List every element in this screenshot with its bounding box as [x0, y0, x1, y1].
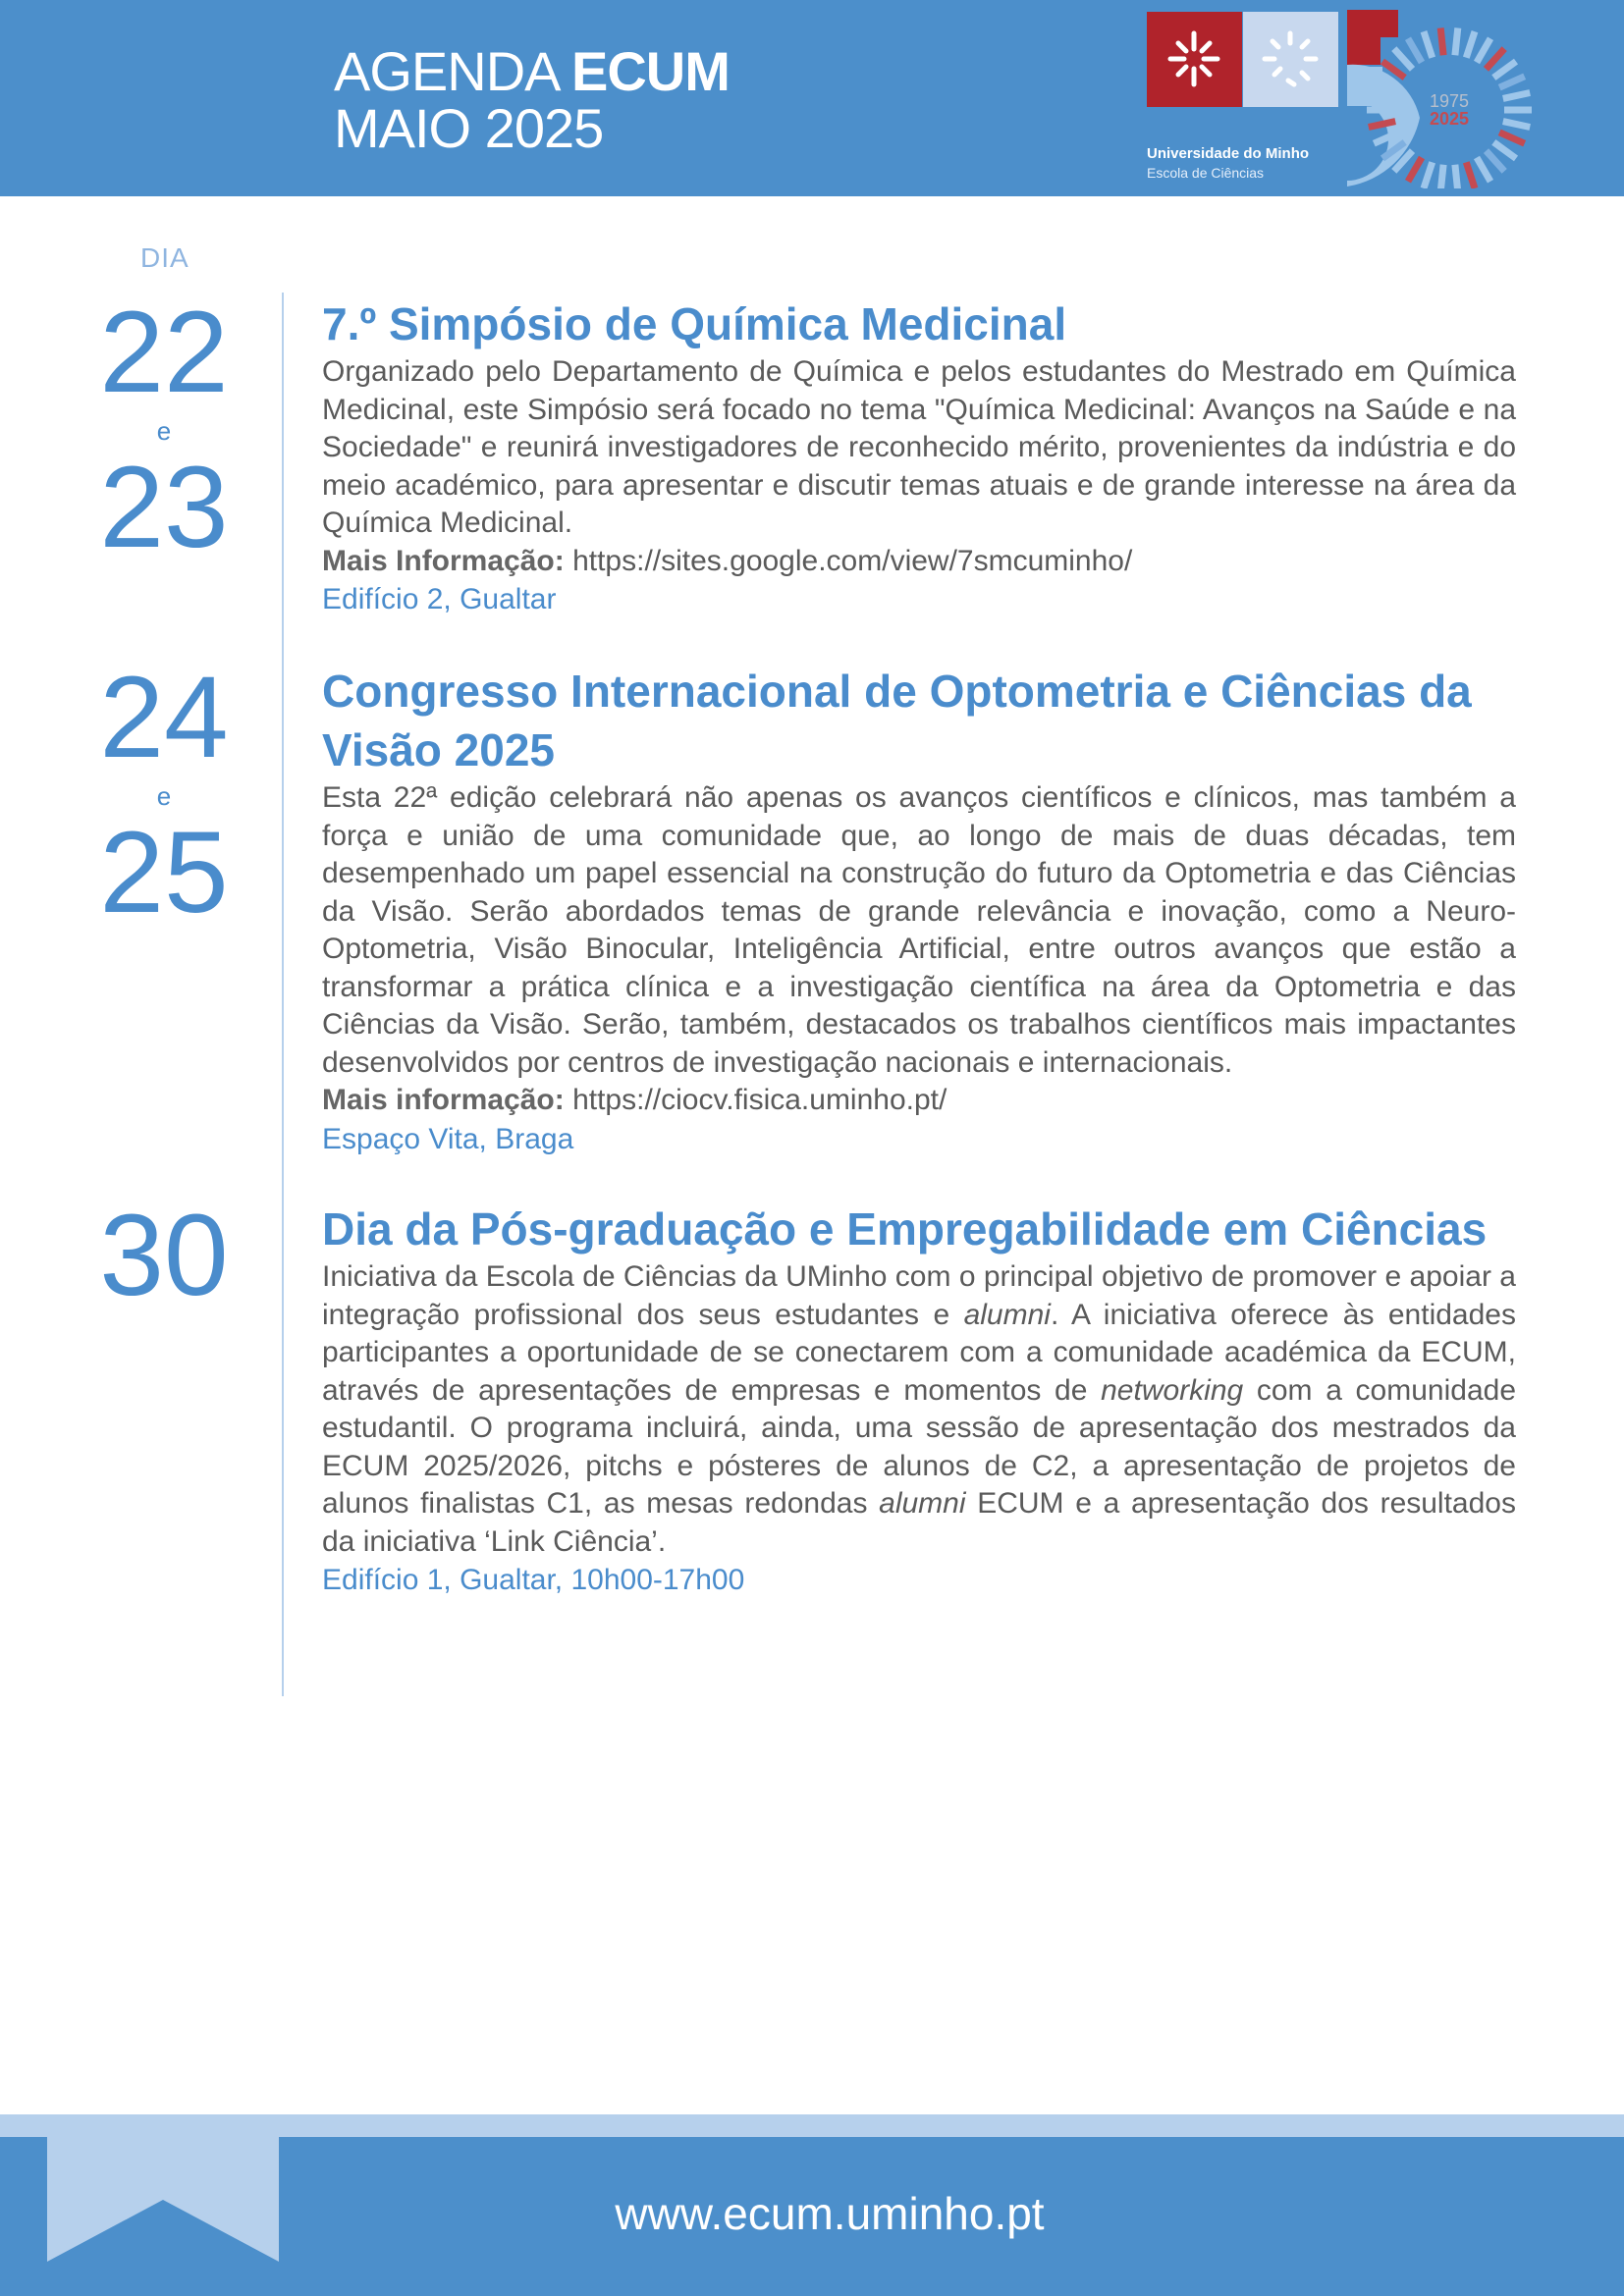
emblem-ring-segment: [1424, 162, 1433, 188]
event-2-day-connector: e: [156, 781, 172, 811]
timeline-divider: [282, 293, 284, 1696]
event-2-description: Esta 22ª edição celebrará não apenas os avanços científicos e clínicos, mas também a força e união de uma comunidade que, ao longo de mais de duas décadas, tem desempenhado um papel essencial na construção do futuro da Optometria e das Ciências da Visão. Serão abordados temas de grande relevância e inovação, como a Neuro-Optometria, Visão Binocular, Inteligência Artificial, entre outros avanços que estão a transformar a prática clínica e a investigação científica na área da Optometria e das Ciências da Visão. Serão, também, destacados os trabalhos científicos mais impactantes desenvolvidos por centros de investigação nacionais e internacionais.: [322, 781, 1516, 1079]
event-2-title: Congresso Internacional de Optometria e Ciências da Visão 2025: [322, 666, 1472, 775]
event-3-desc-emphasis: alumni: [879, 1487, 966, 1520]
event-2-more-link[interactable]: https://ciocv.fisica.uminho.pt/: [564, 1084, 947, 1116]
emblem-ring-segment: [1487, 49, 1505, 70]
month-line: MAIO 2025: [334, 97, 604, 159]
emblem-ring-segment: [1503, 93, 1530, 99]
event-1-day-connector: e: [156, 416, 172, 446]
event-3-location: Edifício 1, Gualtar, 10h00-17h00: [322, 1564, 745, 1596]
university-name: Universidade do Minho: [1147, 145, 1310, 162]
university-emblem-icon: [1147, 12, 1242, 107]
event-3-desc-part: com a comunidade estudantil. O programa incluirá, ainda, uma sessão de apresentação dos mestrados da ECUM 2025/2026, pitchs e pósteres de alunos de C2, a apresentação de projetos de alunos finalistas C1, as mesas redondas: [322, 1373, 1517, 1520]
emblem-ring-segment: [1455, 165, 1458, 188]
header-title: [334, 40, 730, 159]
emblem-ring-segment: [1394, 49, 1413, 70]
emblem-ring-segment: [1440, 28, 1443, 56]
school-emblem-icon: [1243, 12, 1338, 107]
event-1: [322, 294, 1516, 619]
emblem-ring-segment: [1499, 133, 1525, 143]
event-2-day-start: 24: [99, 653, 229, 782]
event-3-desc-part: ECUM e a apresentação dos resultados da iniciativa ‘Link Ciência’.: [322, 1487, 1516, 1558]
emblem-ring-segment: [1408, 38, 1422, 62]
event-3-description: [322, 1258, 1516, 1561]
agenda-word: AGENDA: [334, 40, 558, 102]
emblem-ring-segment: [1440, 165, 1443, 188]
agenda-line: [334, 40, 730, 102]
event-2-more-info: [322, 1082, 1516, 1120]
event-3-desc-emphasis: alumni: [963, 1298, 1051, 1331]
event-1-more-label: Mais Informação:: [322, 544, 565, 577]
emblem-ring-segment: [1466, 31, 1475, 58]
event-1-day-start: 22: [99, 288, 229, 417]
footer-band: [0, 2114, 1624, 2137]
emblem-ring-segment: [1499, 77, 1525, 87]
event-1-location: Edifício 2, Gualtar: [322, 583, 557, 615]
emblem-ring-segment: [1493, 142, 1516, 159]
school-name: Escola de Ciências: [1147, 165, 1265, 181]
event-1-day-end: 23: [99, 443, 229, 572]
event-1-description: Organizado pelo Departamento de Química e pelos estudantes do Mestrado em Química Medicinal, este Simpósio será focado no tema "Química Medicinal: Avanços na Saúde e na Sociedade" e reunirá investigadores de reconhecido mérito, provenientes da indústria e do meio académico, para apresentar e discutir temas atuais e de grande interesse na área da Química Medicinal.: [322, 355, 1516, 539]
event-3-desc-emphasis: networking: [1101, 1373, 1244, 1407]
event-3-title: Dia da Pós-graduação e Empregabilidade em Ciências: [322, 1203, 1488, 1255]
event-3-day: 30: [99, 1191, 229, 1320]
event-2-more-label: Mais informação:: [322, 1084, 565, 1116]
anniversary-year-start: 1975: [1429, 91, 1470, 111]
anniversary-year-end: 2025: [1429, 109, 1470, 129]
emblem-ring-segment: [1477, 38, 1490, 62]
emblem-ring-segment: [1424, 31, 1433, 58]
event-3: [322, 1200, 1516, 1600]
event-1-more-info: [322, 543, 1516, 581]
page-header: [0, 0, 1624, 196]
event-3-desc-part: Iniciativa da Escola de Ciências da UMinho com o principal objetivo de promover e apoiar a integração profissional dos seus estudantes e: [322, 1260, 1516, 1331]
event-3-desc-part: . A iniciativa oferece às entidades participantes a oportunidade de se conectarem com a comunidade académica da ECUM, através de apresentações de empresas e momentos de: [322, 1298, 1516, 1407]
emblem-ring-segment: [1477, 158, 1490, 182]
day-column-label: DIA: [140, 242, 189, 273]
emblem-ring-segment: [1493, 62, 1516, 79]
brand-word: ECUM: [570, 40, 730, 102]
event-2-day-end: 25: [99, 808, 229, 937]
anniversary-years: [1414, 92, 1485, 128]
emblem-ring-segment: [1455, 28, 1458, 56]
footer-website-link[interactable]: www.ecum.uminho.pt: [615, 2188, 1045, 2239]
event-1-more-link[interactable]: https://sites.google.com/view/7smcuminho/: [564, 544, 1133, 577]
emblem-ring-segment: [1408, 158, 1422, 182]
emblem-ring-segment: [1466, 162, 1475, 188]
event-2: [322, 662, 1516, 1159]
event-2-location: Espaço Vita, Braga: [322, 1122, 574, 1155]
emblem-ring-segment: [1503, 122, 1530, 128]
event-1-title: 7.º Simpósio de Química Medicinal: [322, 298, 1067, 349]
emblem-ring-segment: [1487, 151, 1505, 172]
